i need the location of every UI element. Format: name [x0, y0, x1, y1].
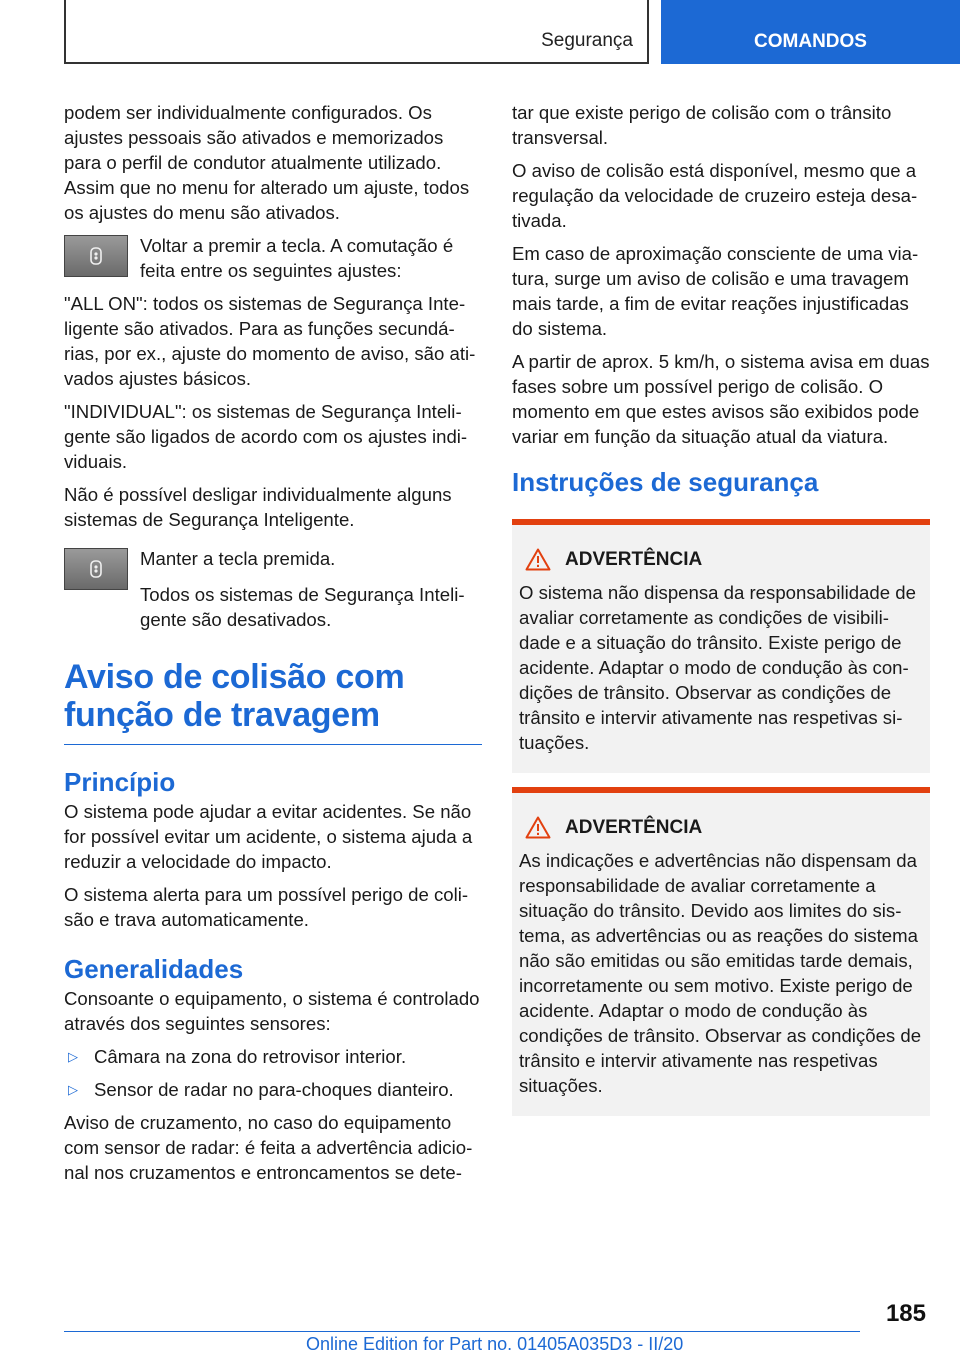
- paragraph: Não é possível desligar individualmente alguns sistemas de Segurança Inteligente.: [64, 484, 452, 530]
- page-number: 185: [885, 1300, 926, 1327]
- button-instruction: [64, 233, 482, 291]
- left-column: [64, 100, 482, 1193]
- footer-divider: [64, 1331, 860, 1332]
- triangle-bullet-icon: ▷: [68, 1049, 78, 1064]
- paragraph: Todos os sistemas de Segurança Inteligente são desativados.: [140, 584, 465, 630]
- button-instruction-text: Voltar a premir a tecla. A comutação é feita entre os seguintes ajustes:: [140, 235, 454, 281]
- warning-title: ADVERTÊNCIA: [519, 815, 923, 840]
- warning-title: ADVERTÊNCIA: [519, 547, 923, 572]
- subheading-generalidades: Generalidades: [64, 954, 244, 984]
- footer-edition[interactable]: Online Edition for Part no. 01405A035D3 - II/20: [306, 1334, 684, 1354]
- paragraph: O aviso de colisão está disponível, mesmo que a regulação da velocidade de cruzeiro esteja desativada.: [512, 160, 918, 231]
- warning-triangle-icon: [525, 816, 551, 839]
- warning-text: O sistema não dispensa da responsabilidade de avaliar corretamente as condições de visibilidade e a situação do trânsito. Existe perigo de acidente. Adaptar o modo de condução às condições de trânsito. Observar as condições de trânsito e intervir ativamente nas respetivas situações.: [519, 582, 916, 753]
- subheading-principio: Princípio: [64, 767, 176, 797]
- sensor-list: [64, 1044, 482, 1102]
- paragraph: tar que existe perigo de colisão com o trânsito transversal.: [512, 102, 892, 148]
- warning-triangle-icon: [525, 548, 551, 571]
- paragraph: O sistema alerta para um possível perigo de colisão e trava automaticamente.: [64, 884, 469, 930]
- triangle-bullet-icon: ▷: [68, 1082, 78, 1097]
- warning-text: As indicações e advertências não dispensam da responsabilidade de avaliar corretamente a situação do trânsito. Devido aos limites do sistema, as advertências ou as reações do sistema não são emitidas ou são emitidas tarde demais, incorretamente ou sem motivo. Existe perigo de acidente. Adaptar o modo de condução às condições de trânsito. Observar as condições de trânsito e intervir ativamente nas respetivas situações.: [519, 850, 922, 1096]
- paragraph: Consoante o equipamento, o sistema é controlado através dos seguintes sensores:: [64, 988, 480, 1034]
- car-safety-icon: [85, 558, 107, 580]
- warning-box: [512, 787, 930, 1116]
- safety-button-image: [64, 235, 128, 277]
- header-section-box: [64, 0, 649, 64]
- header-section-title: Segurança: [541, 30, 633, 51]
- paragraph: A partir de aprox. 5 km/h, o sistema avisa em duas fases sobre um possível perigo de colisão. O momento em que estes avisos são exibidos pode variar em função da situação atual da viatura.: [512, 351, 930, 447]
- car-safety-icon: [85, 245, 107, 267]
- section-heading: Aviso de colisão com função de travagem: [64, 658, 482, 745]
- paragraph: Aviso de cruzamento, no caso do equipamento com sensor de radar: é feita a advertência adicional nos cruzamentos e entroncamentos se dete-: [64, 1112, 473, 1183]
- paragraph: Em caso de aproximação consciente de uma viatura, surge um aviso de colisão e uma travagem mais tarde, a fim de evitar reações injustificadas do sistema.: [512, 243, 919, 339]
- safety-button-image: [64, 548, 128, 590]
- warning-box: [512, 519, 930, 773]
- paragraph: podem ser individualmente configurados. Os ajustes pessoais são ativados e memorizados para o perfil de condutor atualmente utilizado. Assim que no menu for alterado um ajuste, todos os ajustes do menu são ativados.: [64, 102, 470, 223]
- list-item: ▷ Sensor de radar no para-choques dianteiro.: [68, 1079, 454, 1100]
- button-instruction-text: Manter a tecla premida.: [140, 548, 336, 569]
- list-item: ▷ Câmara na zona do retrovisor interior.: [68, 1046, 407, 1067]
- subheading-instrucoes: Instruções de segurança: [512, 467, 819, 497]
- paragraph: O sistema pode ajudar a evitar acidentes. Se não for possível evitar um acidente, o sistema ajuda a reduzir a velocidade do impacto.: [64, 801, 473, 872]
- right-column: [512, 100, 930, 1116]
- paragraph: "ALL ON": todos os sistemas de Segurança Inteligente são ativados. Para as funções secundárias, por ex., ajuste do momento de aviso, são ativados ajustes básicos.: [64, 293, 476, 389]
- header-chapter-tab[interactable]: COMANDOS: [661, 0, 960, 64]
- paragraph: "INDIVIDUAL": os sistemas de Segurança Inteligente são ligados de acordo com os ajustes individuais.: [64, 401, 468, 472]
